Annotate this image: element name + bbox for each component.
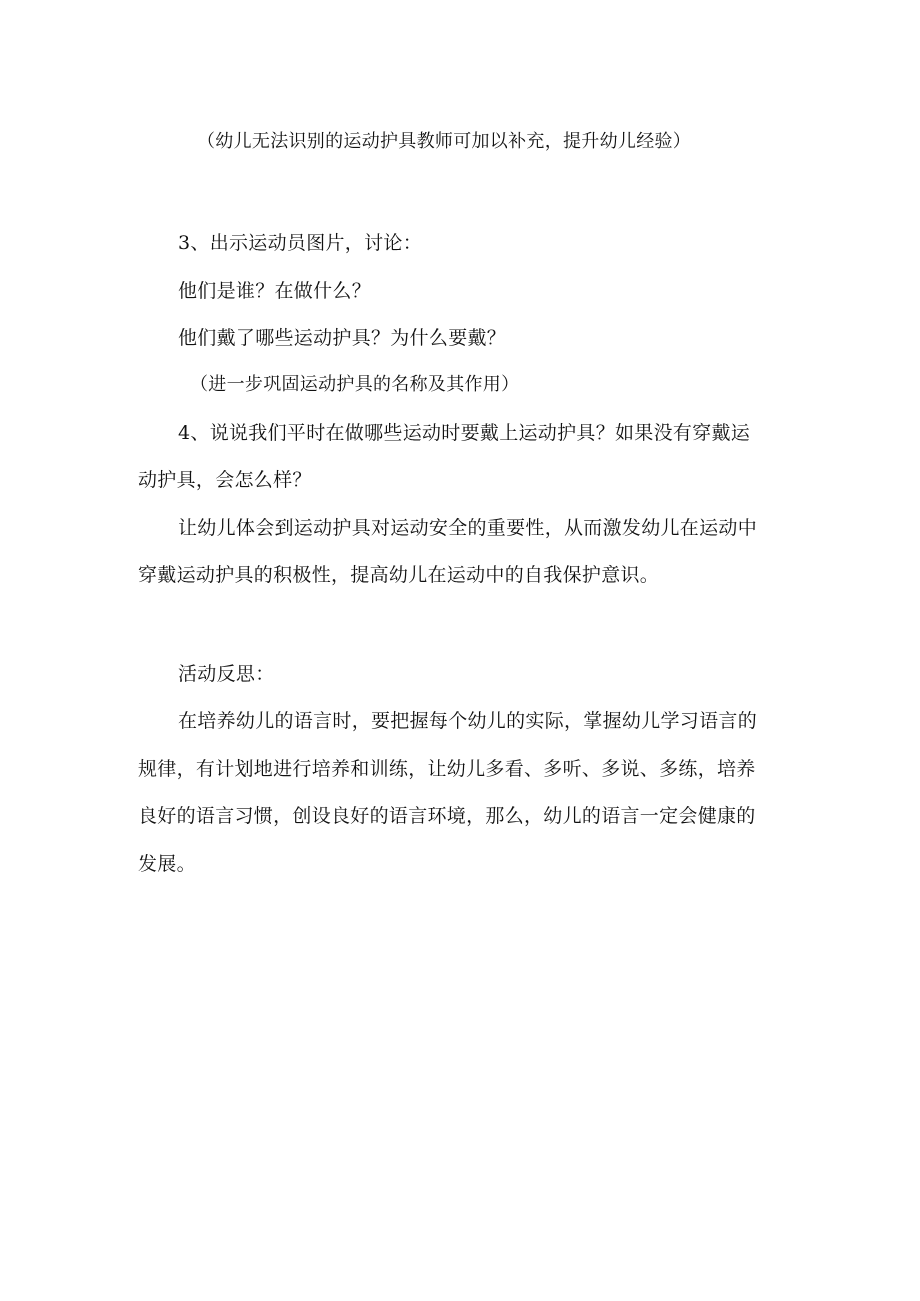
step4-line-2: 动护具，会怎么样？ <box>138 469 312 491</box>
step4-line-1: 4、说说我们平时在做哪些运动时要戴上运动护具？如果没有穿戴运 <box>178 422 751 444</box>
reflection-line-2: 规律，有计划地进行培养和训练，让幼儿多看、多听、多说、多练，培养 <box>138 758 756 780</box>
supplement-note: （幼儿无法识别的运动护具教师可加以补充，提升幼儿经验） <box>197 131 692 152</box>
step3-question-2: 他们戴了哪些运动护具？为什么要戴？ <box>178 327 507 349</box>
reflection-heading: 活动反思： <box>178 663 275 685</box>
step3-question-1: 他们是谁？在做什么？ <box>178 280 372 302</box>
summary-line-2: 穿戴运动护具的积极性，提高幼儿在运动中的自我保护意识。 <box>138 564 660 586</box>
summary-line-1: 让幼儿体会到运动护具对运动安全的重要性，从而激发幼儿在运动中 <box>178 517 758 539</box>
reflection-line-1: 在培养幼儿的语言时，要把握每个幼儿的实际，掌握幼儿学习语言的 <box>178 710 758 732</box>
step3-note: （进一步巩固运动护具的名称及其作用） <box>190 374 520 395</box>
reflection-line-3: 良好的语言习惯，创设良好的语言环境，那么，幼儿的语言一定会健康的 <box>138 805 756 827</box>
reflection-line-4: 发展。 <box>138 853 196 875</box>
step3-title: 3、出示运动员图片，讨论： <box>178 232 422 254</box>
